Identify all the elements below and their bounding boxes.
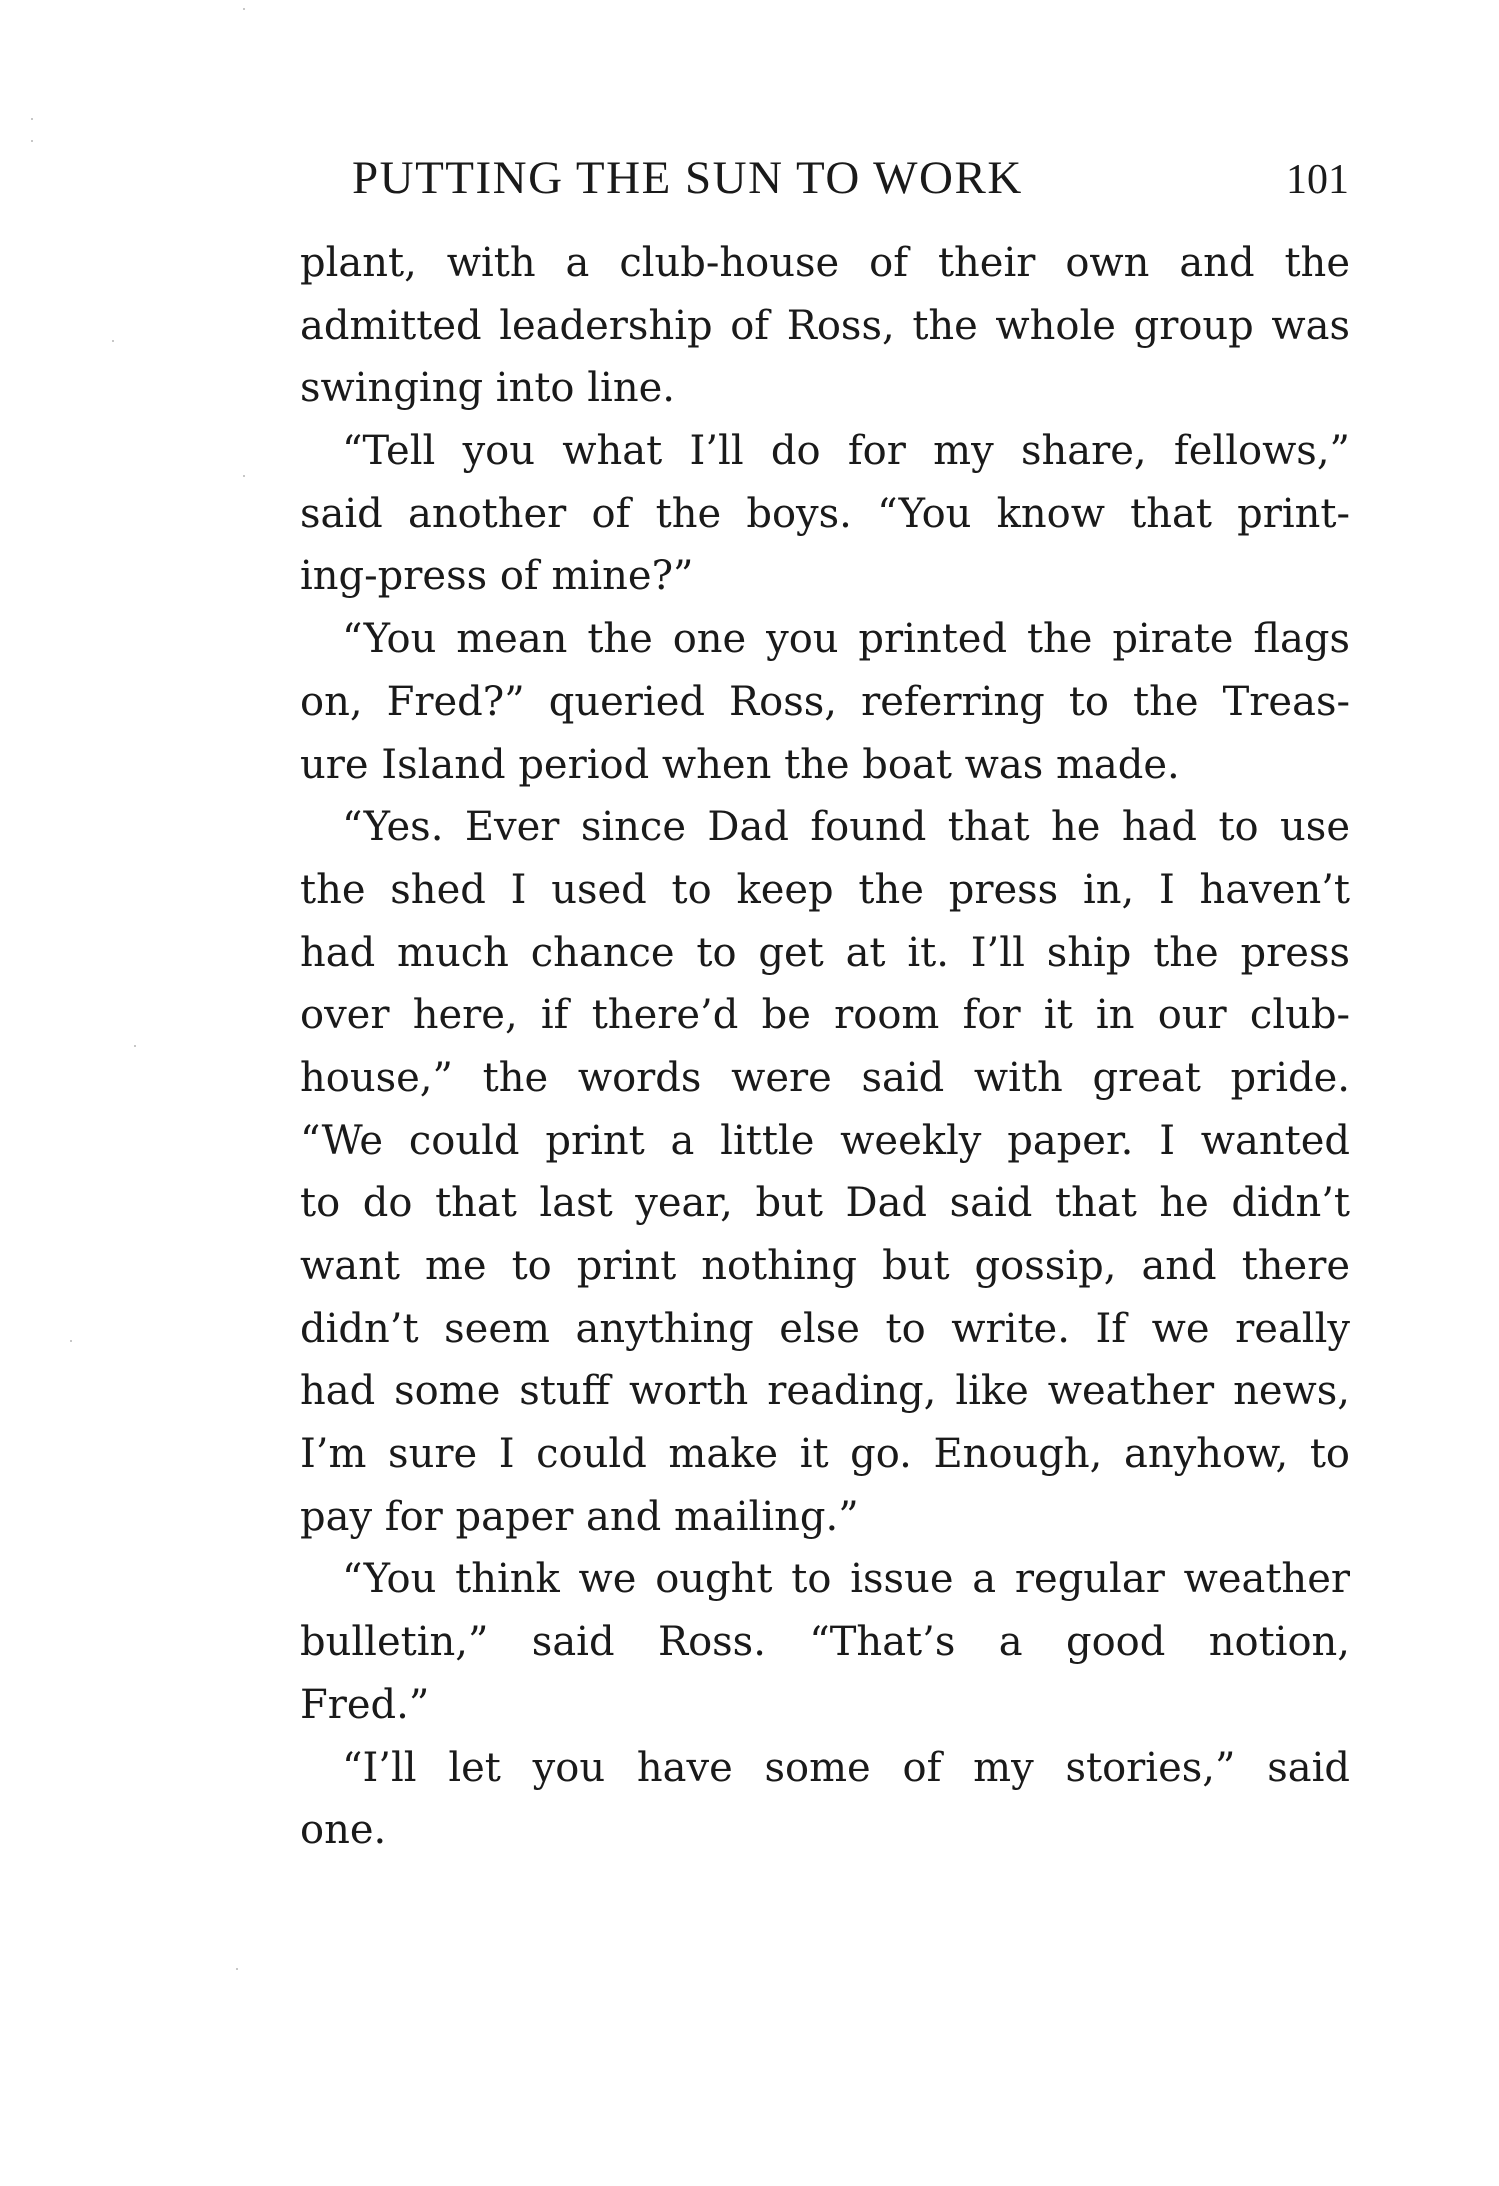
text-line: had some stuff worth reading, like weather news, [300, 1368, 1350, 1415]
text-line: the shed I used to keep the press in, I haven’t [300, 866, 1350, 913]
text-line: bulletin,” said Ross. “That’s a good notion, [300, 1619, 1350, 1666]
text-line: “Yes. Ever since Dad found that he had to use [342, 804, 1350, 851]
text-line: swinging into line. [300, 365, 675, 412]
running-title: PUTTING THE SUN TO WORK [352, 152, 1023, 204]
page-number: 101 [1286, 157, 1349, 203]
running-head [352, 148, 1357, 208]
text-line: plant, with a club-house of their own and the [300, 240, 1350, 286]
text-line: house,” the words were said with great pride. [300, 1054, 1350, 1101]
text-line: want me to print nothing but gossip, and there [300, 1243, 1350, 1289]
text-line: “Tell you what I’ll do for my share, fellows,” [342, 428, 1350, 475]
text-line: said another of the boys. “You know that print- [300, 490, 1350, 537]
paragraph [300, 796, 1350, 1548]
text-line: “You think we ought to issue a regular weather [342, 1556, 1350, 1603]
text-line: didn’t seem anything else to write. If we really [300, 1305, 1350, 1352]
text-line: “I’ll let you have some of my stories,” said [342, 1744, 1350, 1791]
paragraph [300, 420, 1350, 608]
text-line: Fred.” [300, 1681, 430, 1728]
text-line: “We could print a little weekly paper. I wanted [300, 1117, 1350, 1164]
text-line: had much chance to get at it. I’ll ship the press [300, 929, 1350, 976]
text-line: over here, if there’d be room for it in our club- [300, 992, 1350, 1039]
text-line: to do that last year, but Dad said that he didn’t [300, 1180, 1350, 1227]
text-line: ure Island period when the boat was made. [300, 741, 1180, 788]
text-line: ing-press of mine?” [300, 553, 694, 600]
paragraph [300, 1548, 1350, 1736]
paragraph [300, 1737, 1350, 1862]
paragraph [300, 232, 1350, 420]
text-line: “You mean the one you printed the pirate flags [342, 616, 1350, 663]
body-text [300, 232, 1350, 1862]
paragraph [300, 608, 1350, 796]
text-line: one. [300, 1807, 387, 1854]
text-line: on, Fred?” queried Ross, referring to the Treas- [300, 678, 1350, 725]
text-line: pay for paper and mailing.” [300, 1493, 859, 1540]
text-line: admitted leadership of Ross, the whole group was [300, 302, 1350, 349]
text-line: I’m sure I could make it go. Enough, anyhow, to [300, 1431, 1350, 1478]
